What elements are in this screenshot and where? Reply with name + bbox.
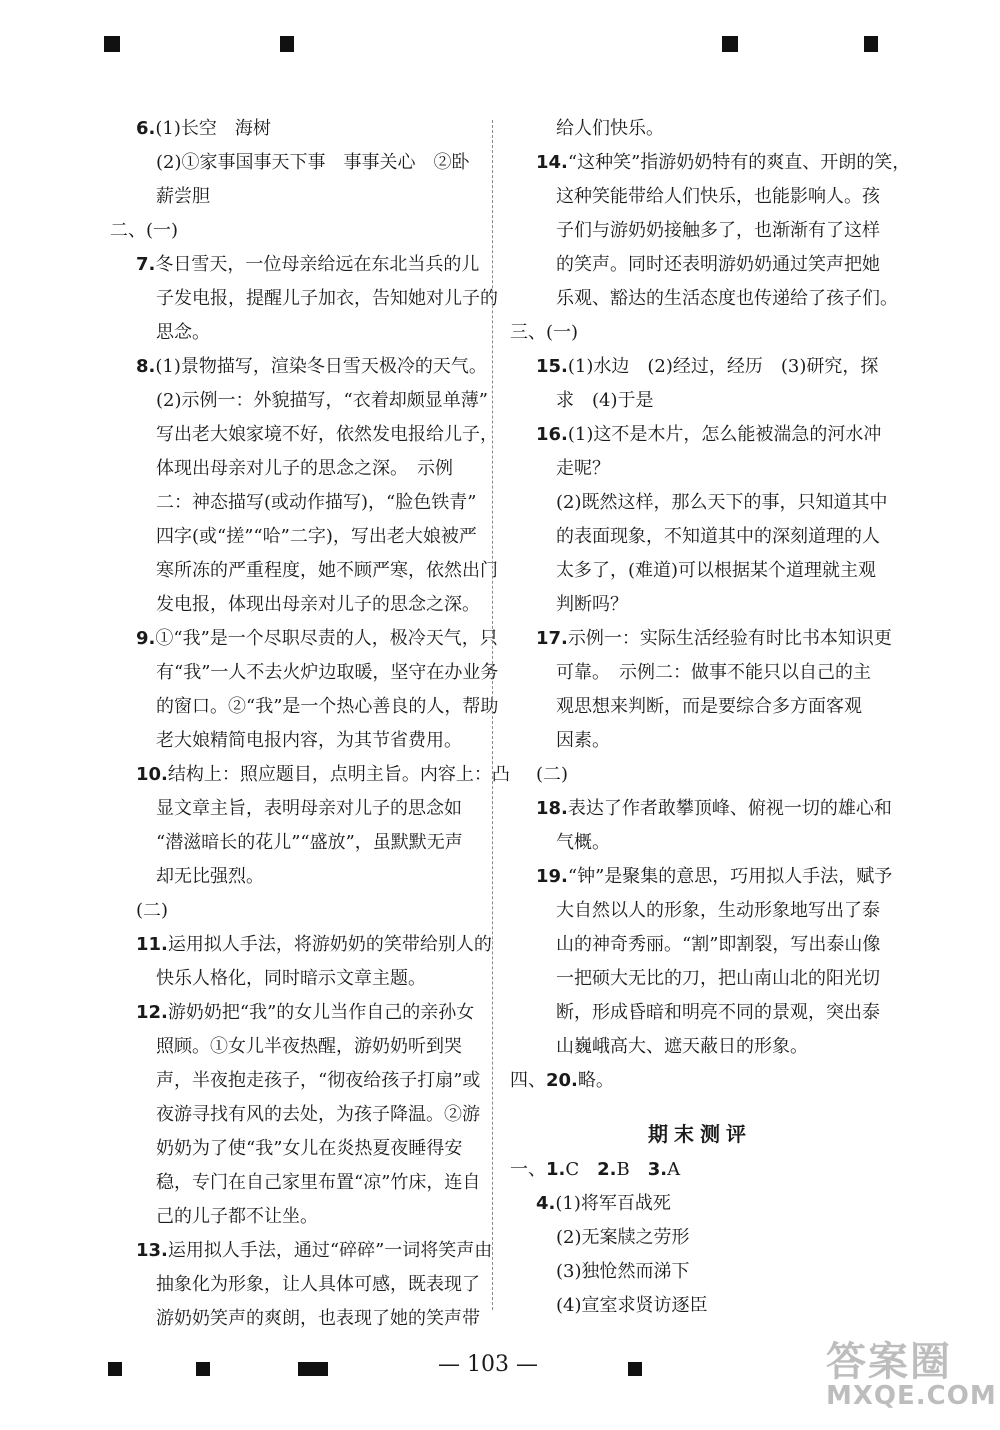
question-number: 20.: [546, 1070, 578, 1091]
answer-text: 子们与游奶奶接触多了，也渐渐有了这样: [556, 220, 880, 241]
answer-line: [110, 622, 498, 656]
answer-line: [110, 1166, 490, 1200]
answer-line: [510, 792, 890, 826]
answer-line: [510, 1153, 890, 1187]
answer-line: [510, 1221, 890, 1255]
answer-text: 老大娘精简电报内容，为其节省费用。: [156, 730, 462, 751]
answer-line: [510, 996, 890, 1030]
answer-text: (1)长空 海树: [155, 118, 271, 139]
answer-line: [510, 486, 890, 520]
watermark-url: MXQE.COM: [826, 1381, 997, 1411]
answer-text: 乐观、豁达的生活态度也传递给了孩子们。: [556, 288, 898, 309]
answer-text: 有“我”一人不去火炉边取暖，坚守在办业务: [156, 662, 499, 683]
answer-line: [110, 112, 490, 146]
page-number: — 103 —: [438, 1352, 538, 1377]
question-number: 2.: [597, 1159, 617, 1180]
question-number: 4.: [536, 1193, 556, 1214]
answer-text: 给人们快乐。: [556, 118, 664, 139]
answer-line: [110, 214, 490, 248]
answer-line: [110, 656, 499, 690]
answer-line: [110, 1064, 490, 1098]
answer-text: (2)①家事国事天下事 事事关心 ②卧: [156, 152, 470, 173]
answer-text: 写出老大娘家境不好，依然发电报给儿子，: [156, 424, 498, 445]
answer-line: [110, 520, 490, 554]
answer-line: [110, 554, 498, 588]
answer-line: [110, 418, 498, 452]
answer-text: 示例一：实际生活经验有时比书本知识更: [567, 628, 892, 649]
answer-line: [110, 248, 490, 282]
registration-mark: [104, 36, 120, 52]
answer-line: [110, 894, 490, 928]
answer-text: 稳，专门在自己家里布置“凉”竹床，连自: [156, 1172, 481, 1193]
question-number: 12.: [136, 1002, 168, 1023]
answer-text: 一把硕大无比的刀，把山南山北的阳光切: [556, 968, 880, 989]
answer-text: 运用拟人手法，通过“碎碎”一词将笑声由: [167, 1240, 493, 1261]
answer-text: (2)无案牍之劳形: [556, 1227, 690, 1248]
answer-text: 可靠。 示例二：做事不能只以自己的主: [556, 662, 871, 683]
answer-line: [510, 1187, 890, 1221]
answer-text: C: [565, 1159, 598, 1180]
answer-text: 夜游寻找有风的去处，为孩子降温。②游: [156, 1104, 480, 1125]
answer-line: [510, 962, 890, 996]
answer-text: 这种笑能带给人们快乐，也能影响人。孩: [556, 186, 880, 207]
answer-line: [110, 486, 490, 520]
answer-line: [510, 1289, 890, 1323]
answer-text: (1)将军百战死: [555, 1193, 671, 1214]
registration-mark: [628, 1362, 642, 1376]
answer-line: [110, 1098, 490, 1132]
question-number: 14.: [536, 152, 568, 173]
answer-text: 四字(或“搓”“哈”二字)，写出老大娘被严: [156, 526, 477, 547]
answer-text: 照顾。①女儿半夜热醒，游奶奶听到哭: [156, 1036, 462, 1057]
answer-text: 因素。: [556, 730, 610, 751]
answer-text: (2)示例一：外貌描写，“衣着却颇显单薄”: [156, 390, 488, 411]
answer-text: ①“我”是一个尽职尽责的人，极冷天气，只: [155, 628, 498, 649]
answer-text: 却无比强烈。: [156, 866, 264, 887]
answer-text: A: [667, 1159, 681, 1180]
answer-text: 子发电报，提醒儿子加衣，告知她对儿子的: [156, 288, 498, 309]
answer-text: (4)宣室求贤访逐臣: [556, 1295, 708, 1316]
answer-line: [110, 860, 490, 894]
answer-text: 大自然以人的形象，生动形象地写出了泰: [556, 900, 880, 921]
answer-line: [510, 418, 890, 452]
question-number: 11.: [136, 934, 168, 955]
answer-text: 二：神态描写(或动作描写)，“脸色铁青”: [156, 492, 477, 513]
answer-line: [110, 1132, 490, 1166]
answer-line: [510, 690, 890, 724]
registration-mark: [722, 36, 738, 52]
question-number: 16.: [536, 424, 568, 445]
answer-text: (1)这不是木片，怎么能被湍急的河水冲: [567, 424, 882, 445]
answer-text: 抽象化为形象，让人具体可感，既表现了: [156, 1274, 480, 1295]
answer-text: 己的儿子都不让坐。: [156, 1206, 318, 1227]
answer-text: 的表面现象，不知道其中的深刻道理的人: [556, 526, 880, 547]
answer-line: [510, 180, 890, 214]
question-number: 10.: [136, 764, 168, 785]
answer-line: [510, 384, 890, 418]
registration-mark: [280, 36, 294, 52]
answer-text: 声，半夜抱走孩子，“彻夜给孩子打扇”或: [156, 1070, 481, 1091]
answer-text: (1)水边 (2)经过，经历 (3)研究，探: [567, 356, 879, 377]
answer-text: 薪尝胆: [156, 186, 210, 207]
answer-text: 四、: [510, 1070, 546, 1091]
answer-text: 三、(一): [510, 322, 579, 343]
question-number: 18.: [536, 798, 568, 819]
answer-line: [110, 588, 490, 622]
answer-line: [510, 1064, 890, 1098]
question-number: 7.: [136, 254, 156, 275]
question-number: 19.: [536, 866, 568, 887]
left-column: [110, 112, 510, 1336]
answer-text: (1)景物描写，渲染冬日雪天极冷的天气。: [155, 356, 487, 377]
answer-text: 气概。: [556, 832, 610, 853]
answer-text: 判断吗？: [556, 594, 628, 615]
answer-text: (二): [536, 764, 569, 785]
answer-text: (2)既然这样，那么天下的事，只知道其中: [556, 492, 888, 513]
answer-text: 快乐人格化，同时暗示文章主题。: [156, 968, 426, 989]
answer-text: 显文章主旨，表明母亲对儿子的思念如: [156, 798, 462, 819]
answer-line: [510, 554, 890, 588]
question-number: 9.: [136, 628, 156, 649]
answer-line: [110, 316, 490, 350]
watermark: [826, 1330, 996, 1422]
answer-text: 运用拟人手法，将游奶奶的笑带给别人的: [167, 934, 492, 955]
question-number: 1.: [546, 1159, 566, 1180]
answer-line: [110, 452, 490, 486]
answer-text: B: [616, 1159, 648, 1180]
registration-mark: [864, 36, 878, 52]
answer-text: 冬日雪天，一位母亲给远在东北当兵的儿: [155, 254, 480, 275]
answer-line: [510, 248, 890, 282]
answer-line: [110, 826, 490, 860]
answer-text: 山的神奇秀丽。“割”即割裂，写出泰山像: [556, 934, 881, 955]
answer-text: 的笑声。同时还表明游奶奶通过笑声把她: [556, 254, 880, 275]
answer-line: [110, 758, 510, 792]
answer-text: 游奶奶笑声的爽朗，也表现了她的笑声带: [156, 1308, 480, 1329]
column-divider: [492, 120, 493, 1310]
answer-line: [110, 962, 490, 996]
answer-text: 略。: [577, 1070, 614, 1091]
answer-text: 发电报，体现出母亲对儿子的思念之深。: [156, 594, 480, 615]
answer-text: (二): [136, 900, 169, 921]
answer-line: [510, 112, 890, 146]
answer-line: [510, 724, 890, 758]
answer-text: 求 (4)于是: [556, 390, 654, 411]
answer-text: 观思想来判断，而是要综合多方面客观: [556, 696, 862, 717]
answer-text: “潜滋暗长的花儿”“盛放”，虽默默无声: [156, 832, 463, 853]
answer-line: [510, 758, 890, 792]
answer-line: [510, 350, 890, 384]
question-number: 6.: [136, 118, 156, 139]
registration-mark: [298, 1362, 328, 1376]
answer-line: [510, 622, 890, 656]
answer-line: [510, 520, 890, 554]
answer-line: [510, 894, 890, 928]
answer-text: 山巍峨高大、遮天蔽日的形象。: [556, 1036, 808, 1057]
answer-line: [110, 180, 490, 214]
answer-text: “这种笑”指游奶奶特有的爽直、开朗的笑，: [567, 152, 911, 173]
answer-line: [510, 214, 890, 248]
answer-text: 结构上：照应题目，点明主旨。内容上：凸: [167, 764, 510, 785]
answer-line: [110, 1268, 490, 1302]
answer-line: [510, 860, 893, 894]
answer-line: [110, 1030, 490, 1064]
answer-line: [110, 928, 490, 962]
answer-line: [110, 350, 490, 384]
answer-line: [510, 656, 890, 690]
answer-text: 体现出母亲对儿子的思念之深。 示例: [156, 458, 453, 479]
answer-line: [510, 826, 890, 860]
answer-line: [110, 384, 490, 418]
registration-mark: [108, 1362, 122, 1376]
question-number: 15.: [536, 356, 568, 377]
question-number: 17.: [536, 628, 568, 649]
question-number: 13.: [136, 1240, 168, 1261]
answer-line: [510, 1030, 890, 1064]
answer-line: [110, 1200, 490, 1234]
answer-text: 的窗口。②“我”是一个热心善良的人，帮助: [156, 696, 499, 717]
answer-line: [110, 690, 499, 724]
question-number: 3.: [647, 1159, 668, 1180]
answer-line: [510, 928, 890, 962]
answer-text: 表达了作者敢攀顶峰、俯视一切的雄心和: [567, 798, 892, 819]
right-column: [510, 112, 911, 1323]
answer-line: [510, 146, 911, 180]
answer-line: [510, 452, 890, 486]
answer-line: [110, 996, 490, 1030]
answer-text: 二、(一): [110, 220, 179, 241]
answer-text: 游奶奶把“我”的女儿当作自己的亲孙女: [167, 1002, 475, 1023]
answer-line: [110, 1302, 490, 1336]
answer-text: 一、: [510, 1159, 546, 1180]
answer-text: 走呢？: [556, 458, 610, 479]
answer-line: [110, 282, 498, 316]
answer-line: [110, 792, 490, 826]
answer-line: [510, 588, 890, 622]
answer-line: [110, 724, 490, 758]
answer-text: (3)独怆然而涕下: [556, 1261, 690, 1282]
answer-line: [510, 282, 898, 316]
answer-text: “钟”是聚集的意思，巧用拟人手法，赋予: [567, 866, 893, 887]
question-number: 8.: [136, 356, 156, 377]
section-title: 期末测评: [648, 1122, 752, 1146]
watermark-logo-text: 答案圈: [826, 1339, 952, 1385]
answer-line: [110, 146, 490, 180]
answer-line: [510, 316, 890, 350]
answer-text: 奶奶为了使“我”女儿在炎热夏夜睡得安: [156, 1138, 463, 1159]
answer-text: 太多了，(难道)可以根据某个道理就主观: [556, 560, 877, 581]
answer-line: [510, 1255, 890, 1289]
answer-text: 寒所冻的严重程度，她不顾严寒，依然出门: [156, 560, 498, 581]
answer-text: 思念。: [156, 322, 210, 343]
registration-mark: [196, 1362, 210, 1376]
answer-text: 断，形成昏暗和明亮不同的景观，突出泰: [556, 1002, 880, 1023]
answer-line: [110, 1234, 493, 1268]
